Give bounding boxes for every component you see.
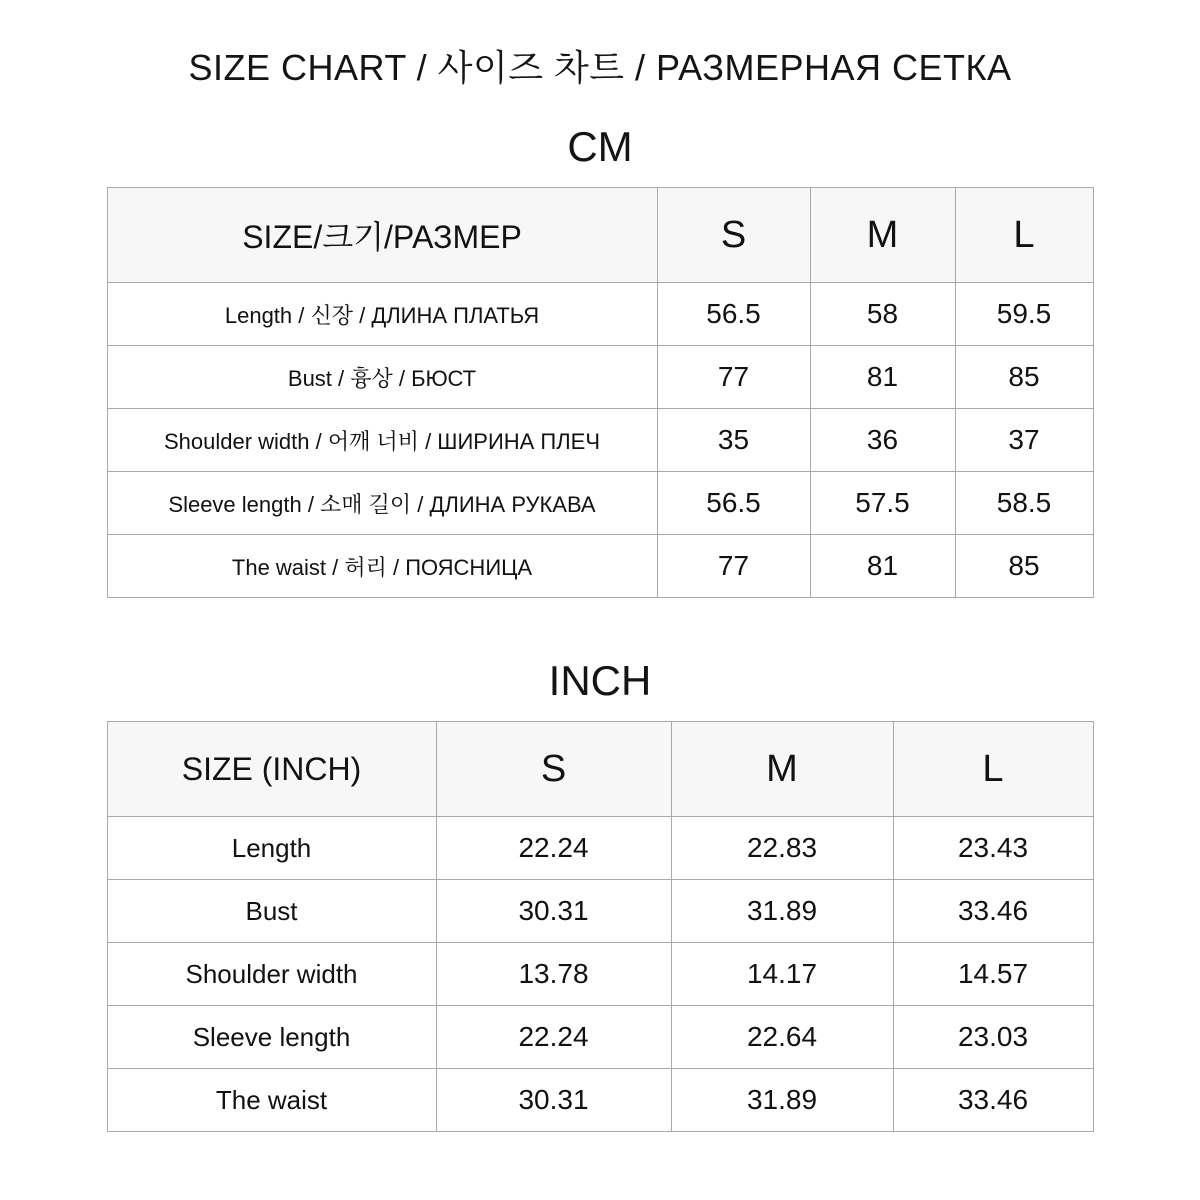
inch-section-heading: INCH [548,657,652,704]
value-cell: 23.03 [893,1006,1093,1069]
row-label-cell: Shoulder width [107,943,436,1006]
cm-column-header-m: M [810,188,955,283]
cm-column-header-l: L [955,188,1093,283]
inch-column-header-m: M [671,722,893,817]
inch-table-header-row [107,722,1093,817]
value-cell: 33.46 [893,1069,1093,1132]
row-label-cell: Bust [107,880,436,943]
value-cell: 31.89 [671,1069,893,1132]
value-cell: 14.17 [671,943,893,1006]
cm-size-label-header: SIZE/크기/РАЗМЕР [107,188,657,283]
page-title: SIZE CHART / 사이즈 차트 / РАЗМЕРНАЯ СЕТКА [188,47,1012,88]
value-cell: 22.64 [671,1006,893,1069]
value-cell: 59.5 [955,283,1093,346]
value-cell: 58 [810,283,955,346]
value-cell: 22.24 [436,1006,671,1069]
value-cell: 81 [810,535,955,598]
inch-column-header-l: L [893,722,1093,817]
value-cell: 13.78 [436,943,671,1006]
table-row [107,409,1093,472]
table-row [107,472,1093,535]
table-row [107,535,1093,598]
row-label-cell: Length [107,817,436,880]
row-label-cell: Sleeve length / 소매 길이 / ДЛИНА РУКАВА [107,472,657,535]
table-row [107,346,1093,409]
value-cell: 77 [657,346,810,409]
value-cell: 23.43 [893,817,1093,880]
value-cell: 30.31 [436,880,671,943]
inch-column-header-s: S [436,722,671,817]
row-label-cell: The waist [107,1069,436,1132]
cm-table-header-row [107,188,1093,283]
value-cell: 77 [657,535,810,598]
value-cell: 56.5 [657,472,810,535]
table-row [107,880,1093,943]
table-row [107,1006,1093,1069]
value-cell: 35 [657,409,810,472]
table-row [107,1069,1093,1132]
value-cell: 57.5 [810,472,955,535]
cm-section-heading: CM [567,123,633,170]
value-cell: 81 [810,346,955,409]
cm-column-header-s: S [657,188,810,283]
value-cell: 85 [955,535,1093,598]
value-cell: 33.46 [893,880,1093,943]
table-row [107,283,1093,346]
table-row [107,943,1093,1006]
row-label-cell: Length / 신장 / ДЛИНА ПЛАТЬЯ [107,283,657,346]
value-cell: 22.83 [671,817,893,880]
cm-size-table [107,187,1094,598]
row-label-cell: Sleeve length [107,1006,436,1069]
value-cell: 36 [810,409,955,472]
value-cell: 31.89 [671,880,893,943]
value-cell: 30.31 [436,1069,671,1132]
inch-size-label-header: SIZE (INCH) [107,722,436,817]
value-cell: 37 [955,409,1093,472]
value-cell: 58.5 [955,472,1093,535]
value-cell: 56.5 [657,283,810,346]
value-cell: 14.57 [893,943,1093,1006]
value-cell: 85 [955,346,1093,409]
value-cell: 22.24 [436,817,671,880]
row-label-cell: Shoulder width / 어깨 너비 / ШИРИНА ПЛЕЧ [107,409,657,472]
row-label-cell: Bust / 흉상 / БЮСТ [107,346,657,409]
inch-size-table [107,721,1094,1132]
row-label-cell: The waist / 허리 / ПОЯСНИЦА [107,535,657,598]
table-row [107,817,1093,880]
